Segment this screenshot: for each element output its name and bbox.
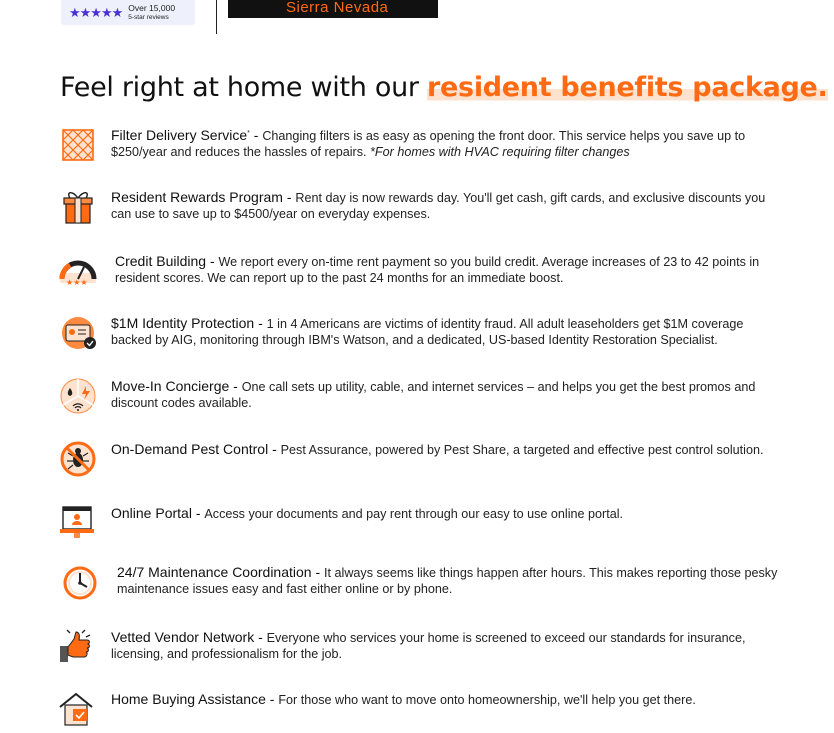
benefit-separator: - <box>249 127 263 144</box>
benefit-separator: - <box>311 564 325 580</box>
benefit-separator: - <box>254 629 267 645</box>
benefit-note: *For homes with HVAC requiring filter changes <box>370 145 630 160</box>
benefit-body: Pest Assurance, powered by Pest Share, a targeted and effective pest control solution. <box>280 443 764 457</box>
benefit-text <box>115 253 783 286</box>
benefit-text <box>111 126 779 160</box>
brand-logo: Sierra Nevada <box>228 0 438 18</box>
benefit-body: Changing filters is as easy as opening the front door. This service helps you save up to $250/year and reduces the hassles of repairs. <box>111 129 746 160</box>
benefit-text <box>111 505 779 522</box>
reviews-text <box>128 4 175 22</box>
reviews-sub: 5-star reviews <box>128 13 169 21</box>
header-divider <box>216 0 217 34</box>
page-heading <box>60 72 828 103</box>
clock-icon <box>56 564 100 606</box>
benefit-title: On-Demand Pest Control <box>111 441 269 457</box>
home-buying-icon <box>56 691 100 733</box>
benefit-text <box>111 441 779 458</box>
benefit-title: Vetted Vendor Network <box>111 629 255 645</box>
benefit-body: Access your documents and pay rent through our easy to use online portal. <box>204 507 624 521</box>
no-pest-icon <box>56 441 100 483</box>
benefit-separator: - <box>282 189 296 205</box>
filter-icon <box>56 126 100 168</box>
gift-icon <box>56 189 100 231</box>
benefit-text <box>117 564 785 597</box>
benefit-text <box>111 315 779 348</box>
benefit-title-asterisk: * <box>247 130 250 137</box>
heading-prefix: Feel right at home with our <box>60 72 428 103</box>
benefit-separator: - <box>229 378 242 394</box>
benefit-body: One call sets up utility, cable, and internet services – and helps you get the best promos and discount codes available. <box>111 380 756 410</box>
benefit-text <box>111 378 779 411</box>
benefit-body: It always seems like things happen after hours. This makes reporting those pesky maintenance issues easy and fast either online or by phone. <box>117 566 778 596</box>
top-bar <box>0 0 834 40</box>
reviews-badge <box>61 0 195 25</box>
benefit-separator: - <box>265 691 279 707</box>
benefit-body: Everyone who services your home is screened to exceed our standards for insurance, licensing, and professionalism for the job. <box>111 631 746 661</box>
benefit-body: Rent day is now rewards day. You'll get cash, gift cards, and exclusive discounts you can use to save up to $4500/year on everyday expenses. <box>111 191 766 221</box>
benefit-title: Resident Rewards Program <box>111 189 283 205</box>
benefit-title: 24/7 Maintenance Coordination <box>117 564 312 580</box>
utilities-icon <box>56 378 100 420</box>
online-portal-icon <box>56 505 100 547</box>
benefit-body: For those who want to move onto homeownership, we'll help you get there. <box>278 693 696 707</box>
benefit-title: Home Buying Assistance <box>111 691 266 707</box>
credit-gauge-icon <box>56 253 100 295</box>
benefit-title: Online Portal <box>111 505 192 521</box>
thumbs-up-icon <box>56 629 100 671</box>
star-rating-icon: ★★★★★ <box>69 4 123 20</box>
benefit-text <box>111 691 779 708</box>
reviews-count: Over 15,000 <box>128 2 176 13</box>
benefit-text <box>111 629 779 662</box>
benefit-text <box>111 189 779 222</box>
benefit-title: Move-In Concierge <box>111 378 230 394</box>
benefit-body: 1 in 4 Americans are victims of identity fraud. All adult leaseholders get $1M coverage backed by AIG, monitoring through IBM's Watson, and a dedicated, US-based Identity Restoration Specialist. <box>111 317 744 347</box>
identity-protection-icon <box>56 315 100 357</box>
benefit-title: $1M Identity Protection <box>111 315 255 331</box>
benefit-body: We report every on-time rent payment so you build credit. Average increases of 23 to 42 points in resident scores. We can report up to the past 24 months for an immediate boost. <box>115 255 760 285</box>
benefit-separator: - <box>254 315 267 331</box>
benefit-separator: - <box>268 441 281 457</box>
benefit-separator: - <box>206 253 219 269</box>
svg-text:★★★: ★★★ <box>66 278 88 287</box>
benefit-title: Filter Delivery Service <box>111 127 248 144</box>
benefit-separator: - <box>191 505 205 521</box>
benefit-title: Credit Building <box>115 253 207 269</box>
heading-highlight: resident benefits package. <box>427 72 828 103</box>
